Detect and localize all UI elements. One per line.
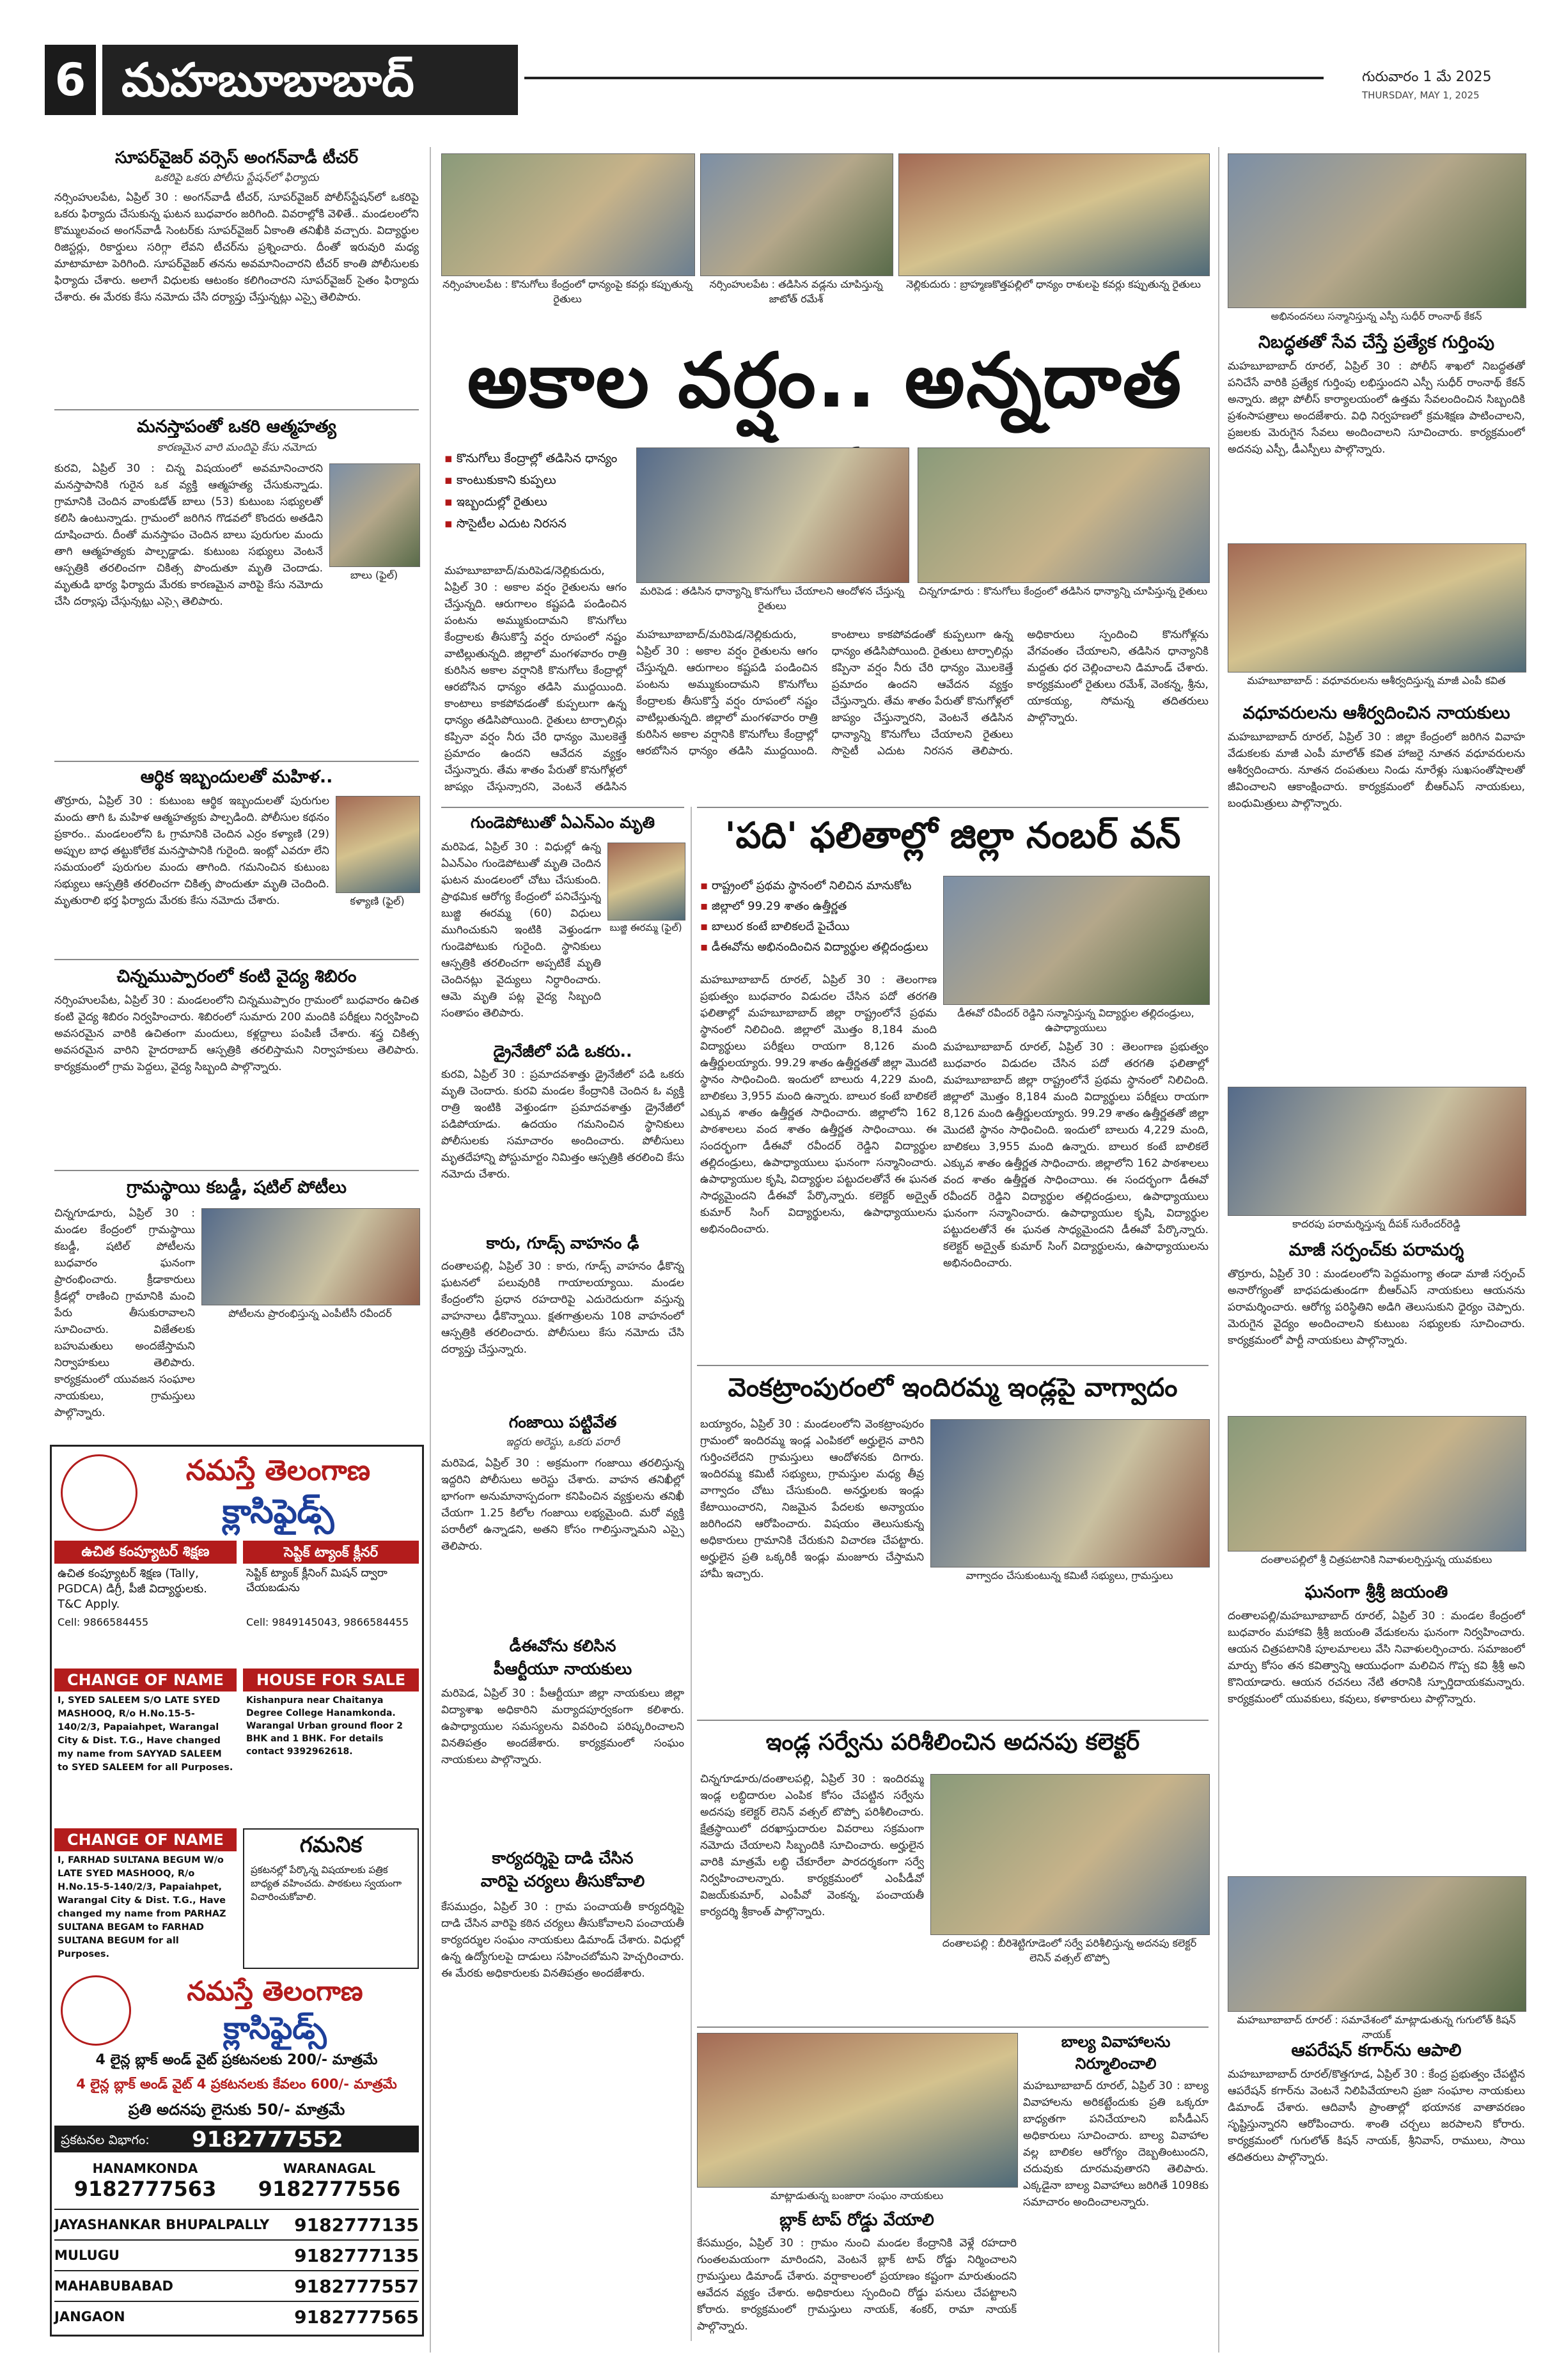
ad1-title: ఉచిత కంప్యూటర్ శిక్షణ [54,1541,237,1564]
ssc-bullets [700,876,937,958]
photo-protest [636,447,909,583]
story-visit: తొర్రూరు, ఏప్రిల్ 30 : మండలంలోని పెద్దమంగ్యా తండా మాజీ సర్పంచ్ అనారోగ్యంతో బాధపడుతుండగా బీఆర్ఎస్ నాయకులు ఆయనను పరామర్శించారు. ఆరోగ్య పరిస్థితిని అడిగి తెలుసుకుని ధైర్యం చెప్పారు. మెరుగైన వైద్యం అందించాలని కుటుంబ సభ్యులకు సూచించారు. కార్యక్రమంలో పార్టీ నాయకులు పాల్గొన్నారు. [1228,1268,1525,1347]
headline-police: నిబద్ధతతో సేవ చేస్తే ప్రత్యేక గుర్తింపు [1258,332,1495,352]
district-phone: 9182777557 [294,2275,419,2297]
column-rule [430,147,431,2353]
lead-body-cols: మహబూబాబాద్/మరిపెడ/నెల్లికుదురు, ఏప్రిల్ 30 : అకాల వర్షం రైతులను ఆగం చేస్తున్నది. ఆరుగాలం కష్టపడి పండించిన పంటను అమ్ముకుందామని కొనుగోలు కేంద్రాలకు తీసుకొస్తే వర్షం రూపంలో నష్టం వాటిల్లుతున్నది. జిల్లాలో మంగళవారం రాత్రి కురిసిన అకాల వర్షానికి కొనుగోలు కేంద్రాల్లో ఆరబోసిన ధాన్యం తడిసి ముద్దయింది. కాంటాలు కాకపోవడంతో కుప్పలుగా ఉన్న ధాన్యం తడిసిపోయింది. రైతులు టార్పాలిన్లు కప్పినా వర్షం నీరు చేరి ధాన్యం మొలకెత్తే ప్రమాదం ఉందని ఆవేదన వ్యక్తం చేస్తున్నారు. తేమ శాతం పేరుతో కొనుగోళ్లలో జాప్యం చేస్తున్నారని, వెంటనే తడిసిన ధాన్యాన్ని కొనుగోలు చేయాలని రైతులు సొసైటీ ఎదుట నిరసన తెలిపారు. అధికారులు స్పందించి కొనుగోళ్లను వేగవంతం చేయాలని, తడిసిన ధాన్యానికి మద్దతు ధర చెల్లించాలని డిమాండ్ చేశారు. కార్యక్రమంలో రైతులు రమేశ్, వెంకన్న, శ్రీను, యాకయ్య, సోమన్న తదితరులు పాల్గొన్నారు. [636,628,1209,758]
change-name-title: CHANGE OF NAME [54,1668,237,1692]
ad-dept-phone: 9182777552 [192,2127,343,2152]
caption-rain-3: నెల్లికుదురు : బ్రాహ్మణకొత్తపల్లిలో ధాన్యం రాశులపై కవర్లు కప్పుతున్న రైతులు [906,278,1201,290]
caption-kagar: మహబూబాబాద్ రూరల్ : సమావేశంలో మాట్లాడుతున్న గుగులోత్ కిషన్ నాయక్ [1237,2014,1516,2041]
story-accident: దంతాలపల్లి, ఏప్రిల్ 30 : కారు, గూడ్స్ వాహనం ఢీకొన్న ఘటనలో పలువురికి గాయాలయ్యాయి. మండల కేంద్రంలోని ప్రధాన రహదారిపై ఎదురెదురుగా వస్తున్న వాహనాలు ఢీకొన్నాయి. క్షతగాత్రులను 108 వాహనంలో ఆస్పత్రికి తరలించారు. పోలీసులు కేసు నమోదు చేసి దర్యాప్తు చేస్తున్నారు. [441,1260,684,1356]
caption-paddy: చిన్నగూడూరు : కొనుగోలు కేంద్రంలో తడిసిన ధాన్యాన్ని చూపిస్తున్న రైతులు [918,585,1208,597]
story-kabaddi: చిన్నగూడూరు, ఏప్రిల్ 30 : మండల కేంద్రంలో గ్రామస్థాయి కబడ్డీ, షటిల్ పోటీలను బుధవారం ఘనంగా ప్రారంభించారు. క్రీడాకారులు క్రీడల్లో రాణించి గ్రామానికి మంచి పేరు తీసుకురావాలని సూచించారు. విజేతలకు బహుమతులు అందజేస్తామని నిర్వాహకులు తెలిపారు. కార్యక్రమంలో యువజన సంఘాల నాయకులు, గ్రామస్తులు పాల్గొన్నారు. [54,1207,195,1419]
caption-police-awards: అభినందనలు సన్మానిస్తున్న ఎస్పీ సుధీర్ రాంనాథ్ కేకన్ [1271,310,1482,322]
headline-visit: మాజీ సర్పంచ్‌కు పరామర్శ [1288,1240,1464,1260]
classifieds-title: క్లాసిఫైడ్స్ [222,1493,334,1531]
story-suicide-cont [54,611,419,745]
headline-woman: ఆర్థిక ఇబ్బందులతో మహిళ.. [140,767,333,787]
story-survey-cont [930,1966,1209,2020]
office-phone: 9182777556 [258,2177,401,2201]
caption-ssc: డీఈవో రవీందర్ రెడ్డిని సన్మానిస్తున్న విద్యార్థుల తల్లిదండ్రులు, ఉపాధ్యాయులు [957,1007,1194,1034]
headline-housing: వెంకట్రాంపురంలో ఇందిరమ్మ ఇండ్లపై వాగ్వాదం [728,1373,1178,1403]
story-housing: బయ్యారం, ఏప్రిల్ 30 : మండలంలోని వెంకట్రాంపురం గ్రామంలో ఇందిరమ్మ ఇండ్ల ఎంపికలో అర్హులైన వారిని గుర్తించలేదని గ్రామస్తులు ఆందోళనకు దిగారు. ఇందిరమ్మ కమిటీ సభ్యులు, గ్రామస్తుల మధ్య తీవ్ర వాగ్వాదం చోటు చేసుకుంది. అనర్హులకు ఇండ్లు కేటాయించారని, నిజమైన పేదలకు అన్యాయం జరిగిందని ఆరోపించారు. విషయం తెలుసుకున్న అధికారులు గ్రామానికి చేరుకుని విచారణ చేపట్టారు. అర్హులైన ప్రతి ఒక్కరికీ ఇండ్లు మంజూరు చేస్తామని హామీ ఇచ్చారు. [700,1418,924,1580]
photo-housing [930,1419,1210,1567]
lead-bullet: ▪ ఇబ్బందుల్లో రైతులు [444,491,627,513]
caption-balu: బాలు (ఫైల్) [350,569,398,581]
photo-kagar [1228,1876,1526,2012]
story-survey: చిన్నగూడూరు/దంతాలపల్లి, ఏప్రిల్ 30 : ఇందిరమ్మ ఇండ్ల లబ్ధిదారుల ఎంపిక కోసం చేపట్టిన సర్వేను అదనపు కలెక్టర్ లెనిన్ వత్సల్ టొప్పో పరిశీలించారు. క్షేత్రస్థాయిలో దరఖాస్తుదారుల వివరాలు సక్రమంగా నమోదు చేయాలని సిబ్బందికి సూచించారు. అర్హులైన వారికి మాత్రమే లబ్ధి చేకూరేలా పారదర్శకంగా సర్వే నిర్వహించాలన్నారు. కార్యక్రమంలో ఎంపీడీవో విజయ్‌కుమార్, ఎంపీవో వెంకన్న, పంచాయతీ కార్యదర్శి శ్రీకాంత్ పాల్గొన్నారు. [700,1773,924,1918]
photo-wedding [1228,543,1526,673]
caption-visit: కాదరపు పరామర్శిస్తున్న దీపక్ సురేందర్‌రెడ్డి [1292,1218,1460,1230]
caption-wedding: మహబూబాబాద్ : వధూవరులను ఆశీర్వదిస్తున్న మాజీ ఎంపీ కవిత [1247,674,1506,687]
divider [54,761,419,762]
edition-title: మహబూబాబాద్ [102,45,518,115]
story-kagar: మహబూబాబాద్ రూరల్/కొత్తగూడ, ఏప్రిల్ 30 : కేంద్ర ప్రభుత్వం చేపట్టిన ఆపరేషన్ కగార్‌ను వెంటనే నిలిపివేయాలని ప్రజా సంఘాల నాయకులు డిమాండ్ చేశారు. ఆదివాసీ ప్రాంతాల్లో భయానక వాతావరణం సృష్టిస్తున్నారని ఆరోపించారు. శాంతి చర్చలు జరపాలని కోరారు. కార్యక్రమంలో గుగులోత్ కిషన్ నాయక్, శ్రీనివాస్, రాములు, సాయి తదితరులు పాల్గొన్నారు. [1228,2068,1525,2164]
change-name-body: I, SYED SALEEM S/O LATE SYED MASHOOQ, R/o H.No.15-5-140/2/3, Papaiahpet, Warangal City & Dist. T.G., Have changed my name from SAYYAD SALEEM to SYED SALEEM for all Purposes. [58,1695,233,1773]
subhead-anganwadi: ఒకరిపై ఒకరు పోలీసు స్టేషన్‌లో ఫిర్యాదు [154,171,319,184]
house-sale-body: Kishanpura near Chaitanya Degree College Hanamkonda. Warangal Urban ground floor 2 BHK and 1 BHK. For details contact 9392962618. [246,1695,403,1757]
ad2-title: సెప్టిక్ ట్యాంక్ క్లీనర్ [243,1541,419,1564]
story-anm-cont [607,940,684,1029]
story-police: మహబూబాబాద్ రూరల్, ఏప్రిల్ 30 : పోలీస్ శాఖలో నిబద్ధతతో పనిచేసే వారికి ప్రత్యేక గుర్తింపు లభిస్తుందని ఎస్పీ సుధీర్ రాంనాథ్ కేకన్ అన్నారు. జిల్లా పోలీస్ కార్యాలయంలో ఉత్తమ సేవలందించిన సిబ్బందికి ప్రశంసాపత్రాలు అందజేశారు. విధి నిర్వహణలో క్రమశిక్షణ పాటించాలని, ప్రజలకు మెరుగైన సేవలు అందించాలని సూచించారు. కార్యక్రమంలో అదనపు ఎస్పీ, డీఎస్పీలు పాల్గొన్నారు. [1228,360,1525,456]
house-sale-title: HOUSE FOR SALE [243,1668,419,1692]
lead-bullets [444,447,627,534]
lead-bullet: ▪ కొనుగోలు కేంద్రాల్లో తడిసిన ధాన్యం [444,447,627,469]
classifieds-title-2: క్లాసిఫైడ్స్ [223,2011,327,2046]
photo-visit [1228,1087,1526,1216]
district-phone: 9182777135 [294,2244,419,2266]
office-name: WARANAGAL [283,2161,376,2176]
photo-rain-3 [898,153,1210,276]
photo-ssc [943,876,1210,1005]
notice-title: గమనిక [299,1832,363,1858]
caption-kalyani: కళ్యాణి (ఫైల్) [350,895,405,907]
headline-drain: డ్రైనేజీలో పడి ఒకరు.. [493,1042,632,1061]
story-housing-cont [930,1589,1209,1710]
ad1-body: ఉచిత కంప్యూటర్ శిక్షణ (Tally, PGDCA) డిగ్రీ, పీజీ విద్యార్థులకు. T&C Apply. [58,1567,207,1611]
headline-kabaddi: గ్రామస్థాయి కబడ్డీ, షటిల్ పోటీలు [127,1178,347,1197]
ssc-bullet: ▪ రాష్ట్రంలో ప్రథమ స్థానంలో నిలిచిన మానుకోట [700,876,937,896]
caption-protest: మరిపెడ : తడిసిన ధాన్యాన్ని కొనుగోలు చేయాలని ఆందోళన చేస్తున్న రైతులు [639,585,905,612]
divider [697,2026,1209,2028]
photo-police-awards [1228,153,1526,308]
headline-kagar: ఆపరేషన్ కగార్‌ను ఆపాలి [1291,2041,1462,2060]
story-road: కేసముద్రం, ఏప్రిల్ 30 : గ్రామం నుంచి మండల కేంద్రానికి వెళ్లే రహదారి గుంతలమయంగా మారిందని, వెంటనే బ్లాక్ టాప్ రోడ్డు నిర్మించాలని గ్రామస్తులు డిమాండ్ చేశారు. వర్షాకాలంలో ప్రయాణం కష్టంగా మారుతుందని ఆవేదన వ్యక్తం చేశారు. అధికారులు స్పందించి రోడ్డు పనులు చేపట్టాలని కోరారు. కార్యక్రమంలో గ్రామస్తులు నాయక్, శంకర్, రామా నాయక్ పాల్గొన్నారు. [697,2237,1017,2333]
classifieds-brand-2: నమస్తే తెలంగాణ [187,1975,363,2007]
story-secretary: కేసముద్రం, ఏప్రిల్ 30 : గ్రామ పంచాయతీ కార్యదర్శిపై దాడి చేసిన వారిపై కఠిన చర్యలు తీసుకోవాలని పంచాయతీ కార్యదర్శుల సంఘం నాయకులు డిమాండ్ చేశారు. విధుల్లో ఉన్న ఉద్యోగులపై దాడులు సహించబోమని హెచ్చరించారు. ఈ మేరకు అధికారులకు వినతిపత్రం అందజేశారు. [441,1901,684,1980]
photo-kalyani [336,796,420,893]
story-drain: కురవి, ఏప్రిల్ 30 : ప్రమాదవశాత్తు డ్రైనేజీలో పడి ఒకరు మృతి చెందారు. కురవి మండల కేంద్రానికి చెందిన ఓ వ్యక్తి రాత్రి ఇంటికి వెళ్తుండగా ప్రమాదవశాత్తు డ్రైనేజీలో పడిపోయాడు. ఉదయం గమనించిన స్థానికులు పోలీసులకు సమాచారం అందించారు. పోలీసులు మృతదేహాన్ని పోస్టుమార్టం నిమిత్తం ఆస్పత్రికి తరలించి కేసు నమోదు చేశారు. [441,1068,684,1181]
headline-secretary-2: వారిపై చర్యలు తీసుకోవాలి [480,1872,645,1890]
promo-line-3: ప్రతి అదనపు లైనుకు 50/- మాత్రమే [128,2101,345,2119]
headline-road: బ్లాక్ టాప్ రోడ్డు వేయాలి [779,2211,934,2230]
district-name: MAHABUBABAD [54,2278,173,2294]
photo-rain-2 [700,153,893,276]
story-wedding: మహబూబాబాద్ రూరల్, ఏప్రిల్ 30 : జిల్లా కేంద్రంలో జరిగిన వివాహ వేడుకలకు మాజీ ఎంపీ మాలోత్ కవిత హాజరై నూతన వధూవరులను ఆశీర్వదించారు. నూతన దంపతులు నిండు నూరేళ్లు సుఖసంతోషాలతో జీవించాలని ఆకాంక్షించారు. కార్యక్రమంలో బీఆర్ఎస్ నాయకులు, బంధుమిత్రులు పాల్గొన్నారు. [1228,731,1525,810]
headline-wedding: వధూవరులను ఆశీర్వదించిన నాయకులు [1242,703,1510,723]
district-name: MULUGU [54,2248,120,2263]
photo-kabaddi [201,1208,420,1305]
headline-ganja: గంజాయి పట్టివేత [508,1413,617,1431]
photo-srisri [1228,1416,1526,1552]
story-eye-camp: నర్సింహులపేట, ఏప్రిల్ 30 : మండలంలోని చిన్నముప్పారం గ్రామంలో బుధవారం ఉచిత కంటి వైద్య శిబిరం నిర్వహించారు. శిబిరంలో సుమారు 200 మందికి పరీక్షలు నిర్వహించి అవసరమైన వారికి ఉచితంగా మందులు, కళ్లద్దాలు పంపిణీ చేశారు. శస్త్ర చికిత్స అవసరమైన వారిని హైదరాబాద్ ఆస్పత్రికి తరలిస్తామని నిర్వాహకులు తెలిపారు. కార్యక్రమంలో గ్రామ పెద్దలు, వైద్య సిబ్బంది పాల్గొన్నారు. [54,994,419,1073]
headline-anganwadi: సూపర్‌వైజర్ వర్సెస్ అంగన్‌వాడీ టీచర్ [114,148,359,167]
headline-accident: కారు, గూడ్స్ వాహనం ఢీ [486,1234,639,1252]
photo-banjara [697,2033,1018,2188]
notice-body: ప్రకటనల్లో పేర్కొన్న విషయాలకు పత్రిక బాధ్యత వహించదు. పాఠకులు స్వయంగా విచారించుకోవాలి. [251,1864,402,1902]
subhead-suicide: కారణమైన వారి మందిపై కేసు నమోదు [157,441,317,454]
lead-body-col-1: మహబూబాబాద్/మరిపెడ/నెల్లికుదురు, ఏప్రిల్ 30 : అకాల వర్షం రైతులను ఆగం చేస్తున్నది. ఆరుగాలం కష్టపడి పండించిన పంటను అమ్ముకుందామని కొనుగోలు కేంద్రాలకు తీసుకొస్తే వర్షం రూపంలో నష్టం వాటిల్లుతున్నది. జిల్లాలో మంగళవారం రాత్రి కురిసిన అకాల వర్షానికి కొనుగోలు కేంద్రాల్లో ఆరబోసిన ధాన్యం తడిసి ముద్దయింది. కాంటాలు కాకపోవడంతో కుప్పలుగా ఉన్న ధాన్యం తడిసిపోయింది. రైతులు టార్పాలిన్లు కప్పినా వర్షం నీరు చేరి ధాన్యం మొలకెత్తే ప్రమాదం ఉందని ఆవేదన వ్యక్తం చేస్తున్నారు. తేమ శాతం పేరుతో కొనుగోళ్లలో జాప్యం చేస్తున్నారని, వెంటనే తడిసిన [444,564,627,793]
headline-prtu: డీఈవోను కలిసిన [509,1637,616,1655]
photo-paddy [918,447,1210,583]
lead-bullet: ▪ కాంటుకుకాని కుప్పలు [444,469,627,491]
caption-rain-2: నర్సింహులపేట : తడిసిన వడ్లను చూపిస్తున్న జాటోత్ రమేశ్ [709,278,883,305]
classifieds-brand: నమస్తే తెలంగాణ [185,1454,371,1487]
headline-srisri: ఘనంగా శ్రీశ్రీ జయంతి [1304,1582,1448,1602]
divider [441,807,684,808]
ssc-bullet: ▪ జిల్లాలో 99.29 శాతం ఉత్తీర్ణత [700,896,937,917]
divider [54,409,419,410]
story-ganja: మరిపెడ, ఏప్రిల్ 30 : అక్రమంగా గంజాయి తరలిస్తున్న ఇద్దరిని పోలీసులు అరెస్టు చేశారు. వాహన తనిఖీల్లో భాగంగా అనుమానాస్పదంగా కనిపించిన వ్యక్తులను తనిఖీ చేయగా 1.25 కిలోల గంజాయి లభ్యమైంది. మరో వ్యక్తి పరారీలో ఉన్నాడని, అతని కోసం గాలిస్తున్నామని ఎస్సై తెలిపారు. [441,1457,684,1553]
divider [54,1170,419,1171]
change-name2-body: I, FARHAD SULTANA BEGUM W/o LATE SYED MASHOOQ, R/o H.No.15-5-140/2/3, Papaiahpet, Warangal City & Dist. T.G., Have changed my name from PARHAZ SULTANA BEGAM to FARHAD SULTANA BEGUM for all Purposes. [58,1855,226,1959]
classifieds-logo-icon [61,1454,137,1531]
photo-rain-1 [441,153,695,276]
caption-srisri: దంతాలపల్లిలో శ్రీ చిత్రపటానికి నివాళులర్పిస్తున్న యువకులు [1260,1553,1492,1566]
headline-child-marriage: బాల్య వివాహాలను నిర్మూలించాలి [1061,2033,1171,2073]
headline-suicide: మనస్తాపంతో ఒకరి ఆత్మహత్య [137,417,336,437]
headline-survey: ఇండ్ల సర్వేను పరిశీలించిన అదనపు కలెక్టర్ [765,1729,1140,1755]
district-phone-list [54,2209,419,2331]
date-telugu: గురువారం 1 మే 2025 [1362,69,1492,85]
promo-line-2: 4 లైన్ల బ్లాక్ అండ్ వైట్ 4 ప్రకటనలకు కేవలం 600/- మాత్రమే [76,2076,397,2092]
district-phone: 9182777135 [294,2214,419,2236]
district-phone: 9182777565 [294,2306,419,2328]
photo-anm [607,843,685,921]
change-name2-title: CHANGE OF NAME [54,1828,237,1851]
ssc-bullet: ▪ డీఈవోను అభినందించిన విద్యార్థుల తల్లిదండ్రులు [700,937,937,958]
story-ssc-col-2: మహబూబాబాద్ రూరల్, ఏప్రిల్ 30 : తెలంగాణ ప్రభుత్వం బుధవారం విడుదల చేసిన పదో తరగతి ఫలితాల్లో మహబూబాబాద్ జిల్లా రాష్ట్రంలోనే ప్రథమ స్థానంలో నిలిచింది. జిల్లాలో మొత్తం 8,184 మంది విద్యార్థులు పరీక్షలు రాయగా 8,126 మంది ఉత్తీర్ణులయ్యారు. 99.29 శాతం ఉత్తీర్ణతతో జిల్లా మొదటి స్థానం సాధించింది. ఇందులో బాలురు 4,229 మంది, బాలికలు 3,955 మంది ఉన్నారు. బాలుర కంటే బాలికలే ఎక్కువ శాతం ఉత్తీర్ణత సాధించారు. జిల్లాలోని 162 పాఠశాలలు వంద శాతం ఉత్తీర్ణత సాధించాయి. ఈ సందర్భంగా డీఈవో రవీందర్ రెడ్డిని విద్యార్థుల తల్లిదండ్రులు, ఉపాధ్యాయులు ఘనంగా సన్మానించారు. ఉపాధ్యాయుల కృషి, విద్యార్థుల పట్టుదలతోనే ఈ ఘనత సాధ్యమైందని డీఈవో పేర్కొన్నారు. కలెక్టర్ అద్వైత్ కుమార్ సింగ్ విద్యార్థులను, ఉపాధ్యాయులను అభినందించారు. [943,1041,1209,1270]
story-ssc-col-1: మహబూబాబాద్ రూరల్, ఏప్రిల్ 30 : తెలంగాణ ప్రభుత్వం బుధవారం విడుదల చేసిన పదో తరగతి ఫలితాల్లో మహబూబాబాద్ జిల్లా రాష్ట్రంలోనే ప్రథమ స్థానంలో నిలిచింది. జిల్లాలో మొత్తం 8,184 మంది విద్యార్థులు పరీక్షలు రాయగా 8,126 మంది ఉత్తీర్ణులయ్యారు. 99.29 శాతం ఉత్తీర్ణతతో జిల్లా మొదటి స్థానం సాధించింది. ఇందులో బాలురు 4,229 మంది, బాలికలు 3,955 మంది ఉన్నారు. బాలుర కంటే బాలికలే ఎక్కువ శాతం ఉత్తీర్ణత సాధించారు. జిల్లాలోని 162 పాఠశాలలు వంద శాతం ఉత్తీర్ణత సాధించాయి. ఈ సందర్భంగా డీఈవో రవీందర్ రెడ్డిని విద్యార్థుల తల్లిదండ్రులు, ఉపాధ్యాయులు ఘనంగా సన్మానించారు. ఉపాధ్యాయుల కృషి, విద్యార్థుల పట్టుదలతోనే ఈ ఘనత సాధ్యమైందని డీఈవో పేర్కొన్నారు. కలెక్టర్ అద్వైత్ కుమార్ సింగ్ విద్యార్థులను, ఉపాధ్యాయులను అభినందించారు. [700,974,937,1236]
divider [697,1720,1209,1721]
ad-dept-label: ప్రకటనల విభాగం: [61,2132,150,2147]
district-phone-row [54,2301,419,2331]
story-anm: మరిపెడ, ఏప్రిల్ 30 : విధుల్లో ఉన్న ఏఎన్‌ఎం గుండెపోటుతో మృతి చెందిన ఘటన మండలంలో చోటు చేసుకుంది. ప్రాథమిక ఆరోగ్య కేంద్రంలో పనిచేస్తున్న బుజ్జి ఈరమ్మ (60) విధులు ముగించుకుని ఇంటికి వెళ్తుండగా గుండెపోటుకు గురైంది. స్థానికులు ఆస్పత్రికి తరలించగా అప్పటికే మృతి చెందినట్లు వైద్యులు నిర్ధారించారు. ఆమె మృతి పట్ల వైద్య సిబ్బంది సంతాపం తెలిపారు. [441,841,601,1020]
lead-bullet: ▪ సొసైటీల ఎదుట నిరసన [444,513,627,534]
caption-housing: వాగ్వాదం చేసుకుంటున్న కమిటీ సభ్యులు, గ్రామస్తులు [966,1569,1173,1582]
caption-kabaddi: పోటీలను ప్రారంభిస్తున్న ఎంపీటీసీ రవీందర్ [228,1307,392,1319]
ad2-body: సెప్టిక్ ట్యాంక్ క్లీనింగ్ మిషన్ ద్వారా చేయబడును [246,1567,387,1594]
district-name: JANGAON [54,2309,125,2324]
lead-banner-headline: అకాల వర్షం.. అన్నదాత [467,336,1183,424]
column-rule [1218,147,1219,2353]
story-srisri: దంతాలపల్లి/మహబూబాబాద్ రూరల్, ఏప్రిల్ 30 : మండల కేంద్రంలో బుధవారం మహాకవి శ్రీశ్రీ జయంతి వేడుకలను ఘనంగా నిర్వహించారు. ఆయన చిత్రపటానికి పూలమాలలు వేసి నివాళులర్పించారు. సమాజంలో మార్పు కోసం తన కవిత్వాన్ని ఆయుధంగా మలిచిన గొప్ప కవి శ్రీశ్రీ అని కొనియాడారు. ఆయన రచనలు నేటి తరానికి స్ఫూర్తిదాయకమన్నారు. కార్యక్రమంలో యువకులు, కవులు, కళాకారులు పాల్గొన్నారు. [1228,1610,1525,1706]
ssc-bullet: ▪ బాలుర కంటే బాలికలదే పైచేయి [700,917,937,937]
district-phone-row [54,2209,419,2239]
caption-survey: దంతాలపల్లి : బీరిశెట్టిగూడెంలో సర్వే పరిశీలిస్తున్న అదనపు కలెక్టర్ లెనిన్ వత్సల్ టొప్పో [942,1937,1197,1964]
headline-anm: గుండెపోటుతో ఏఎన్‌ఎం మృతి [470,813,655,832]
district-phone-row [54,2270,419,2301]
story-woman: తొర్రూరు, ఏప్రిల్ 30 : కుటుంబ ఆర్థిక ఇబ్బందులతో పురుగుల మందు తాగి ఓ మహిళ ఆత్మహత్యకు పాల్పడింది. పోలీసుల కథనం ప్రకారం.. మండలంలోని ఓ గ్రామానికి చెందిన ఎర్రం కళ్యాణి (29) అప్పుల బాధ తట్టుకోలేక మనస్తాపానికి గురైంది. ఇంట్లో ఎవరూ లేని సమయంలో పురుగుల మందు తాగింది. గమనించిన కుటుంబ సభ్యులు ఆస్పత్రికి తరలించగా చికిత్స పొందుతూ మృతి చెందింది. మృతురాలి భర్త ఫిర్యాదు మేరకు కేసు నమోదు చేశారు. [54,795,329,907]
ad2-phone: Cell: 9849145043, 9866584455 [246,1616,409,1628]
photo-survey [930,1774,1210,1935]
office-phone: 9182777563 [74,2177,217,2201]
classifieds-logo-icon-2 [61,1975,131,2046]
headline-eye-camp: చిన్నముప్పారంలో కంటి వైద్య శిబిరం [116,967,357,986]
headline-ssc: 'పది' ఫలితాల్లో జిల్లా నంబర్ వన్ [724,815,1181,857]
caption-rain-1: నర్సింహులపేట : కొనుగోలు కేంద్రంలో ధాన్యంపై కవర్లు కప్పుతున్న రైతులు [442,278,692,305]
headline-secretary: కార్యదర్శిపై దాడి చేసిన [492,1849,634,1867]
photo-balu [329,463,420,567]
ad1-phone: Cell: 9866584455 [58,1616,149,1628]
district-name: JAYASHANKAR BHUPALPALLY [54,2217,270,2232]
subhead-ganja: ఇద్దరు అరెస్టు, ఒకరు పరారీ [505,1436,620,1449]
caption-banjara: మాట్లాడుతున్న బంజారా సంఘం నాయకులు [770,2189,944,2202]
divider [697,807,1209,808]
caption-anm: బుజ్జి ఈరమ్మ (ఫైల్) [609,922,682,933]
story-child-marriage: మహబూబాబాద్ రూరల్, ఏప్రిల్ 30 : బాల్య వివాహాలను అరికట్టేందుకు ప్రతి ఒక్కరూ బాధ్యతగా పనిచేయాలని ఐసీడీఎస్ అధికారులు సూచించారు. బాల్య వివాహాల వల్ల బాలికల ఆరోగ్యం దెబ్బతింటుందని, చదువుకు దూరమవుతారని తెలిపారు. ఎక్కడైనా బాల్య వివాహాలు జరిగితే 1098కు సమాచారం అందించాలన్నారు. [1023,2080,1209,2209]
story-anganwadi: నర్సింహులపేట, ఏప్రిల్ 30 : అంగన్‌వాడీ టీచర్, సూపర్‌వైజర్ పోలీస్‌స్టేషన్‌లో ఒకరిపై ఒకరు ఫిర్యాదు చేసుకున్న ఘటన బుధవారం జరిగింది. వివరాల్లోకి వెళితే.. మండలంలోని కొమ్ములవంచ అంగన్‌వాడీ సెంటర్‌కు సూపర్‌వైజర్ ఏకాంతి తనిఖీకి వచ్చారు. విద్యార్థుల రిజిస్టర్లు, రికార్డులు సరిగ్గా లేవని టీచర్‌ను ప్రశ్నించారు. దీంతో ఇరువురి మధ్య మాటామాటా పెరిగింది. సూపర్‌వైజర్ తనను అవమానించారని టీచర్ కాంతి పోలీసులకు ఫిర్యాదు చేశారు. అలాగే విధులకు ఆటంకం కలిగించారని సూపర్‌వైజర్ సైతం ఫిర్యాదు చేశారు. ఈ మేరకు కేసు నమోదు చేసి దర్యాప్తు చేస్తున్నట్లు ఎస్సై తెలిపారు. [54,191,419,304]
district-phone-row [54,2239,419,2270]
headline-prtu-2: పీఆర్టీయూ నాయకులు [493,1660,632,1678]
story-suicide: కురవి, ఏప్రిల్ 30 : చిన్న విషయంలో అవమానించారని మనస్తాపానికి గురైన ఒక వ్యక్తి ఆత్మహత్య చేసుకున్నాడు. గ్రామానికి చెందిన వాంకుడోత్ బాలు (53) కుటుంబ సభ్యులతో కలిసి ఉంటున్నాడు. గ్రామంలో జరిగిన గొడవలో కొందరు అతడిని దూషించారు. దీంతో మనస్తాపం చెందిన బాలు పురుగుల మందు తాగి ఆత్మహత్యకు పాల్పడ్డాడు. కుటుంబ సభ్యులు వెంటనే ఆస్పత్రికి తరలించగా చికిత్స పొందుతూ మృతి చెందాడు. మృతుడి భార్య ఫిర్యాదు మేరకు కారణమైన వారిపై కేసు నమోదు చేసి దర్యాప్తు చేస్తున్నట్లు ఎస్సై తెలిపారు. [54,462,323,607]
date-english: THURSDAY, MAY 1, 2025 [1362,89,1480,101]
office-name: HANAMKONDA [92,2161,198,2176]
story-prtu: మరిపెడ, ఏప్రిల్ 30 : పీఆర్టీయూ జిల్లా నాయకులు జిల్లా విద్యాశాఖ అధికారిని మర్యాదపూర్వకంగా కలిశారు. ఉపాధ్యాయుల సమస్యలను వివరించి పరిష్కరించాలని వినతిపత్రం అందజేశారు. కార్యక్రమంలో సంఘం నాయకులు పాల్గొన్నారు. [441,1687,684,1766]
page-number: 6 [45,45,96,115]
divider [54,959,419,960]
masthead-rule [524,77,1324,79]
promo-line-1: 4 లైన్ల బ్లాక్ అండ్ వైట్ ప్రకటనలకు 200/- మాత్రమే [95,2052,378,2068]
divider [697,1365,1209,1366]
column-rule [691,807,692,2341]
story-kabaddi-cont [201,1325,419,1433]
